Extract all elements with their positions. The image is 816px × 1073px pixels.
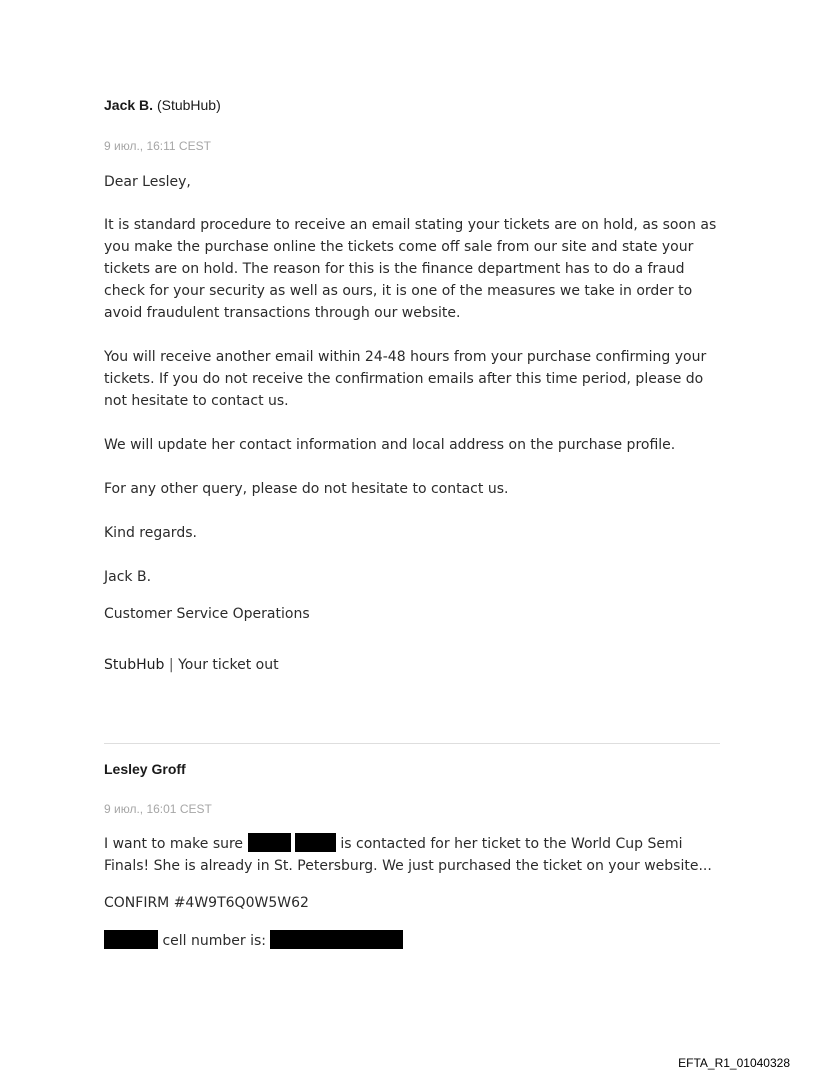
message-divider xyxy=(104,743,720,744)
sender-name: Lesley Groff xyxy=(104,761,186,777)
redacted-first-name xyxy=(248,833,291,852)
cell-label: cell number is: xyxy=(162,933,266,949)
body-paragraph-3: We will update her contact information and local address on the purchase profile. xyxy=(104,437,676,453)
signature-name: Jack B. xyxy=(104,569,152,585)
cell-number-line xyxy=(104,930,724,952)
body-paragraph-2: You will receive another email within 24-48 hours from your purchase confirming your tickets. If you do not receive the confirmation emails after this time period, please do not hesitate to contact us. xyxy=(104,349,707,409)
sender-name: Jack B. xyxy=(104,97,154,113)
brand-separator: | xyxy=(164,657,179,673)
brand-name: StubHub xyxy=(104,657,165,673)
signature-title: Customer Service Operations xyxy=(104,606,310,622)
document-id: EFTA_R1_01040328 xyxy=(678,1056,790,1070)
message-2-body-line xyxy=(104,833,724,877)
message-2-text-before: I want to make sure xyxy=(104,836,244,852)
message-2-sender xyxy=(104,761,720,777)
confirmation-number: CONFIRM #4W9T6Q0W5W62 xyxy=(104,895,309,911)
redacted-name xyxy=(104,930,158,949)
message-1-timestamp: 9 июл., 16:11 CEST xyxy=(104,139,211,153)
body-paragraph-1: It is standard procedure to receive an email stating your tickets are on hold, as soon as you make the purchase online the tickets come off sale from our site and state your tickets are on hold. The reason for this is the finance department has to do a fraud check for your security as well as ours, it is one of the measures we take in order to avoid fraudulent transactions through our website. xyxy=(104,217,717,321)
brand-tagline: Your ticket out xyxy=(178,657,279,673)
message-1-sender xyxy=(104,97,720,113)
redacted-last-name xyxy=(295,833,336,852)
message-2-timestamp: 9 июл., 16:01 CEST xyxy=(104,802,212,816)
message-2-text-after: is contacted for her ticket to the World Cup Semi Finals! She is already in St. Petersburg. We just purchased the ticket on your website... xyxy=(104,836,712,874)
redacted-phone-number xyxy=(270,930,403,949)
greeting: Dear Lesley, xyxy=(104,174,191,190)
sender-org: (StubHub) xyxy=(156,97,221,113)
closing: Kind regards. xyxy=(104,525,197,541)
brand-signature xyxy=(104,654,724,676)
body-paragraph-4: For any other query, please do not hesitate to contact us. xyxy=(104,481,509,497)
